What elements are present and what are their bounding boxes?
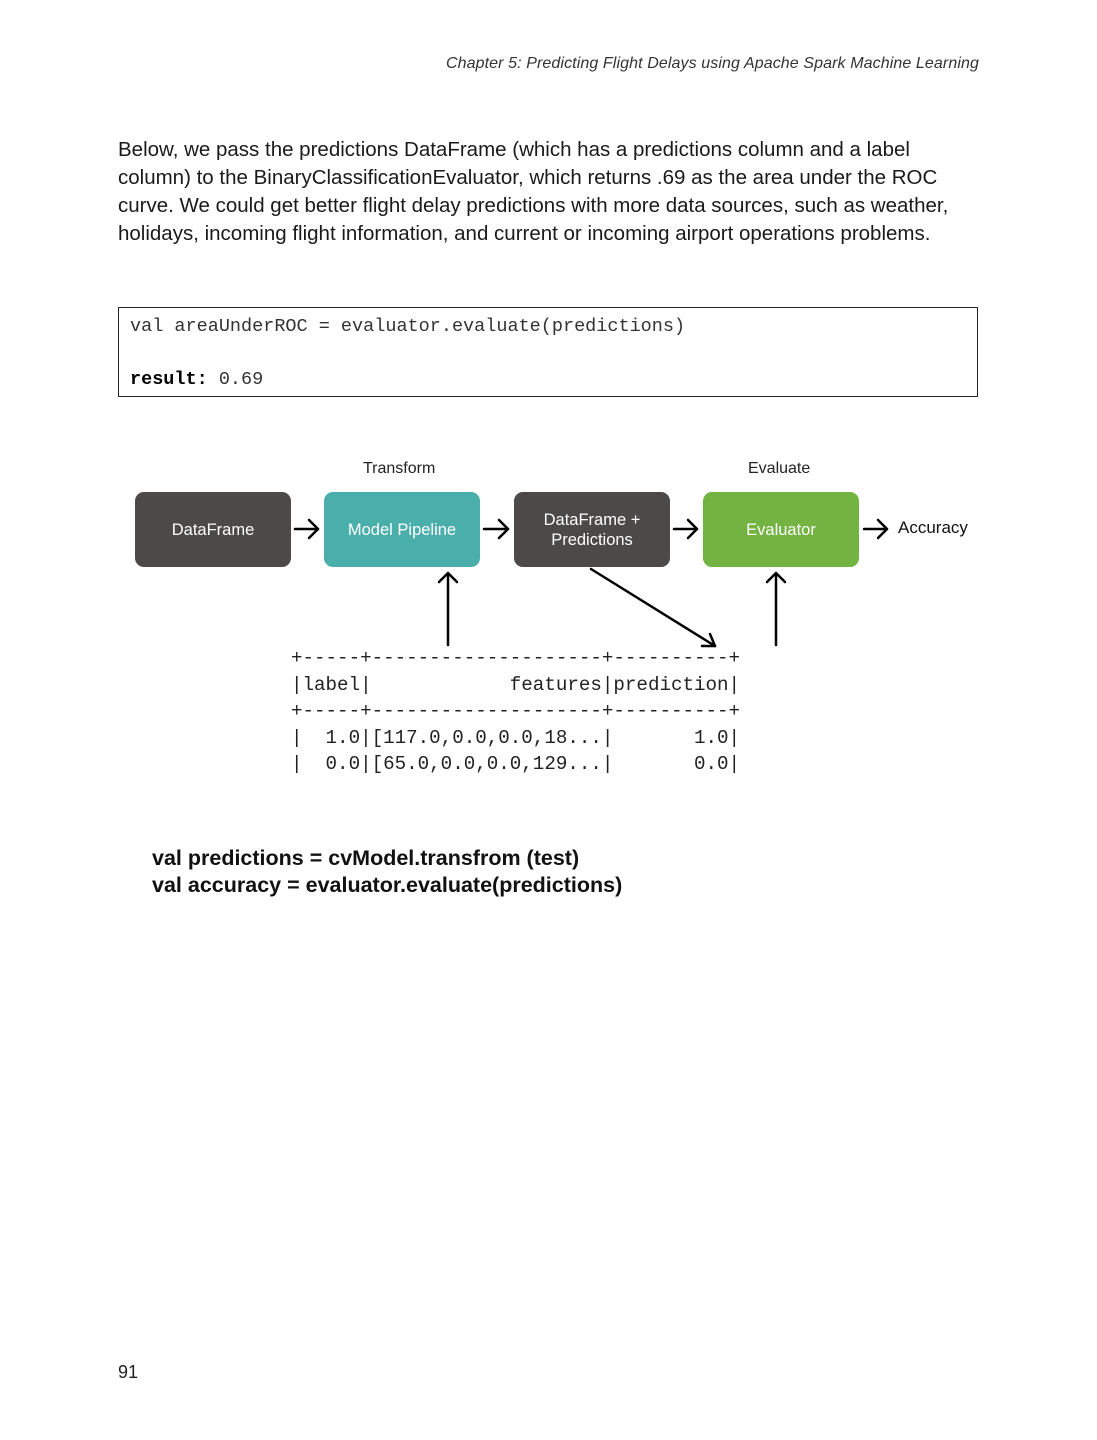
arrow-right-icon <box>295 520 318 538</box>
dataframe-predictions-label-2: Predictions <box>551 530 633 549</box>
code-result-line <box>130 369 263 390</box>
ascii-table <box>291 645 740 778</box>
chapter-header: Chapter 5: Predicting Flight Delays using Apache Spark Machine Learning <box>445 55 979 72</box>
arrow-diagonal-icon <box>591 569 715 646</box>
stage-label-transform: Transform <box>363 460 436 477</box>
arrow-right-icon <box>674 520 697 538</box>
diagram-code <box>152 845 622 899</box>
dataframe-label: DataFrame <box>171 520 255 539</box>
table-border: +-----+--------------------+----------+ <box>291 700 741 722</box>
result-keyword: result: <box>130 369 208 390</box>
arrow-up-icon <box>767 573 785 645</box>
arrow-right-icon <box>484 520 508 538</box>
arrow-up-icon <box>439 573 457 645</box>
body-paragraph: Below, we pass the predictions DataFrame (which has a predictions column and a label column) to the BinaryClassificationEvaluator, which returns .69 as the area under the ROC curve. We could get better flight delay predictions with more data sources, such as weather, holidays, incoming flight information, and current or incoming airport operations problems. <box>118 138 949 245</box>
arrow-right-icon <box>864 520 887 538</box>
page-number: 91 <box>118 1362 139 1382</box>
dataframe-predictions-box <box>514 492 670 567</box>
model-pipeline-box <box>324 492 480 567</box>
code-line: val areaUnderROC = evaluator.evaluate(predictions) <box>130 316 686 337</box>
diagram-code-line: val accuracy = evaluator.evaluate(predictions) <box>152 873 623 897</box>
evaluator-box <box>703 492 859 567</box>
stage-label-evaluate: Evaluate <box>748 460 811 477</box>
code-block <box>118 307 978 397</box>
result-value: 0.69 <box>207 369 264 390</box>
model-pipeline-label: Model Pipeline <box>347 520 457 539</box>
evaluator-label: Evaluator <box>746 520 816 539</box>
table-header: |label| features|prediction| <box>291 673 741 696</box>
table-border: +-----+--------------------+----------+ <box>291 647 741 669</box>
dataframe-predictions-label-1: DataFrame + <box>543 510 641 529</box>
table-row: | 0.0|[65.0,0.0,0.0,129...| 0.0| <box>291 753 741 775</box>
table-row: | 1.0|[117.0,0.0,0.0,18...| 1.0| <box>291 726 741 749</box>
dataframe-box <box>135 492 291 567</box>
diagram-code-line: val predictions = cvModel.transfrom (test) <box>152 846 580 870</box>
accuracy-label: Accuracy <box>898 518 968 537</box>
